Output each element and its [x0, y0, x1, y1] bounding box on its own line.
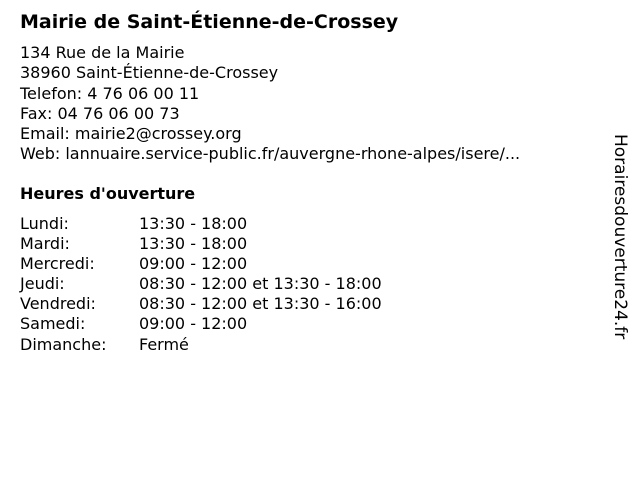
day-label: Vendredi:	[20, 294, 96, 314]
time-value: 09:00 - 12:00	[139, 254, 248, 274]
email-address: Email: mairie2@crossey.org	[20, 124, 242, 144]
fax-number: Fax: 04 76 06 00 73	[20, 103, 180, 123]
day-label: Mercredi:	[20, 254, 95, 274]
day-label: Dimanche:	[20, 334, 107, 354]
time-value: 13:30 - 18:00	[139, 234, 248, 254]
day-label: Jeudi:	[20, 274, 65, 294]
time-value: 08:30 - 12:00 et 13:30 - 18:00	[139, 274, 382, 294]
phone-number: Telefon: 4 76 06 00 11	[20, 83, 200, 103]
contact-block	[20, 43, 520, 165]
address-city: 38960 Saint-Étienne-de-Crossey	[20, 63, 279, 83]
day-label: Lundi:	[20, 214, 69, 233]
address-street: 134 Rue de la Mairie	[20, 43, 185, 62]
time-value: 08:30 - 12:00 et 13:30 - 16:00	[139, 294, 382, 314]
site-watermark: Horairesdouverture24.fr	[610, 134, 630, 340]
day-label: Samedi:	[20, 314, 86, 334]
website-link: Web: lannuaire.service-public.fr/auvergne-rhone-alpes/isere/...	[20, 144, 521, 164]
time-value: Fermé	[139, 334, 189, 354]
hours-heading: Heures d'ouverture	[20, 184, 196, 203]
day-label: Mardi:	[20, 234, 70, 254]
page-title: Mairie de Saint-Étienne-de-Crossey	[20, 11, 399, 33]
time-value: 13:30 - 18:00	[139, 214, 248, 233]
time-value: 09:00 - 12:00	[139, 314, 248, 334]
